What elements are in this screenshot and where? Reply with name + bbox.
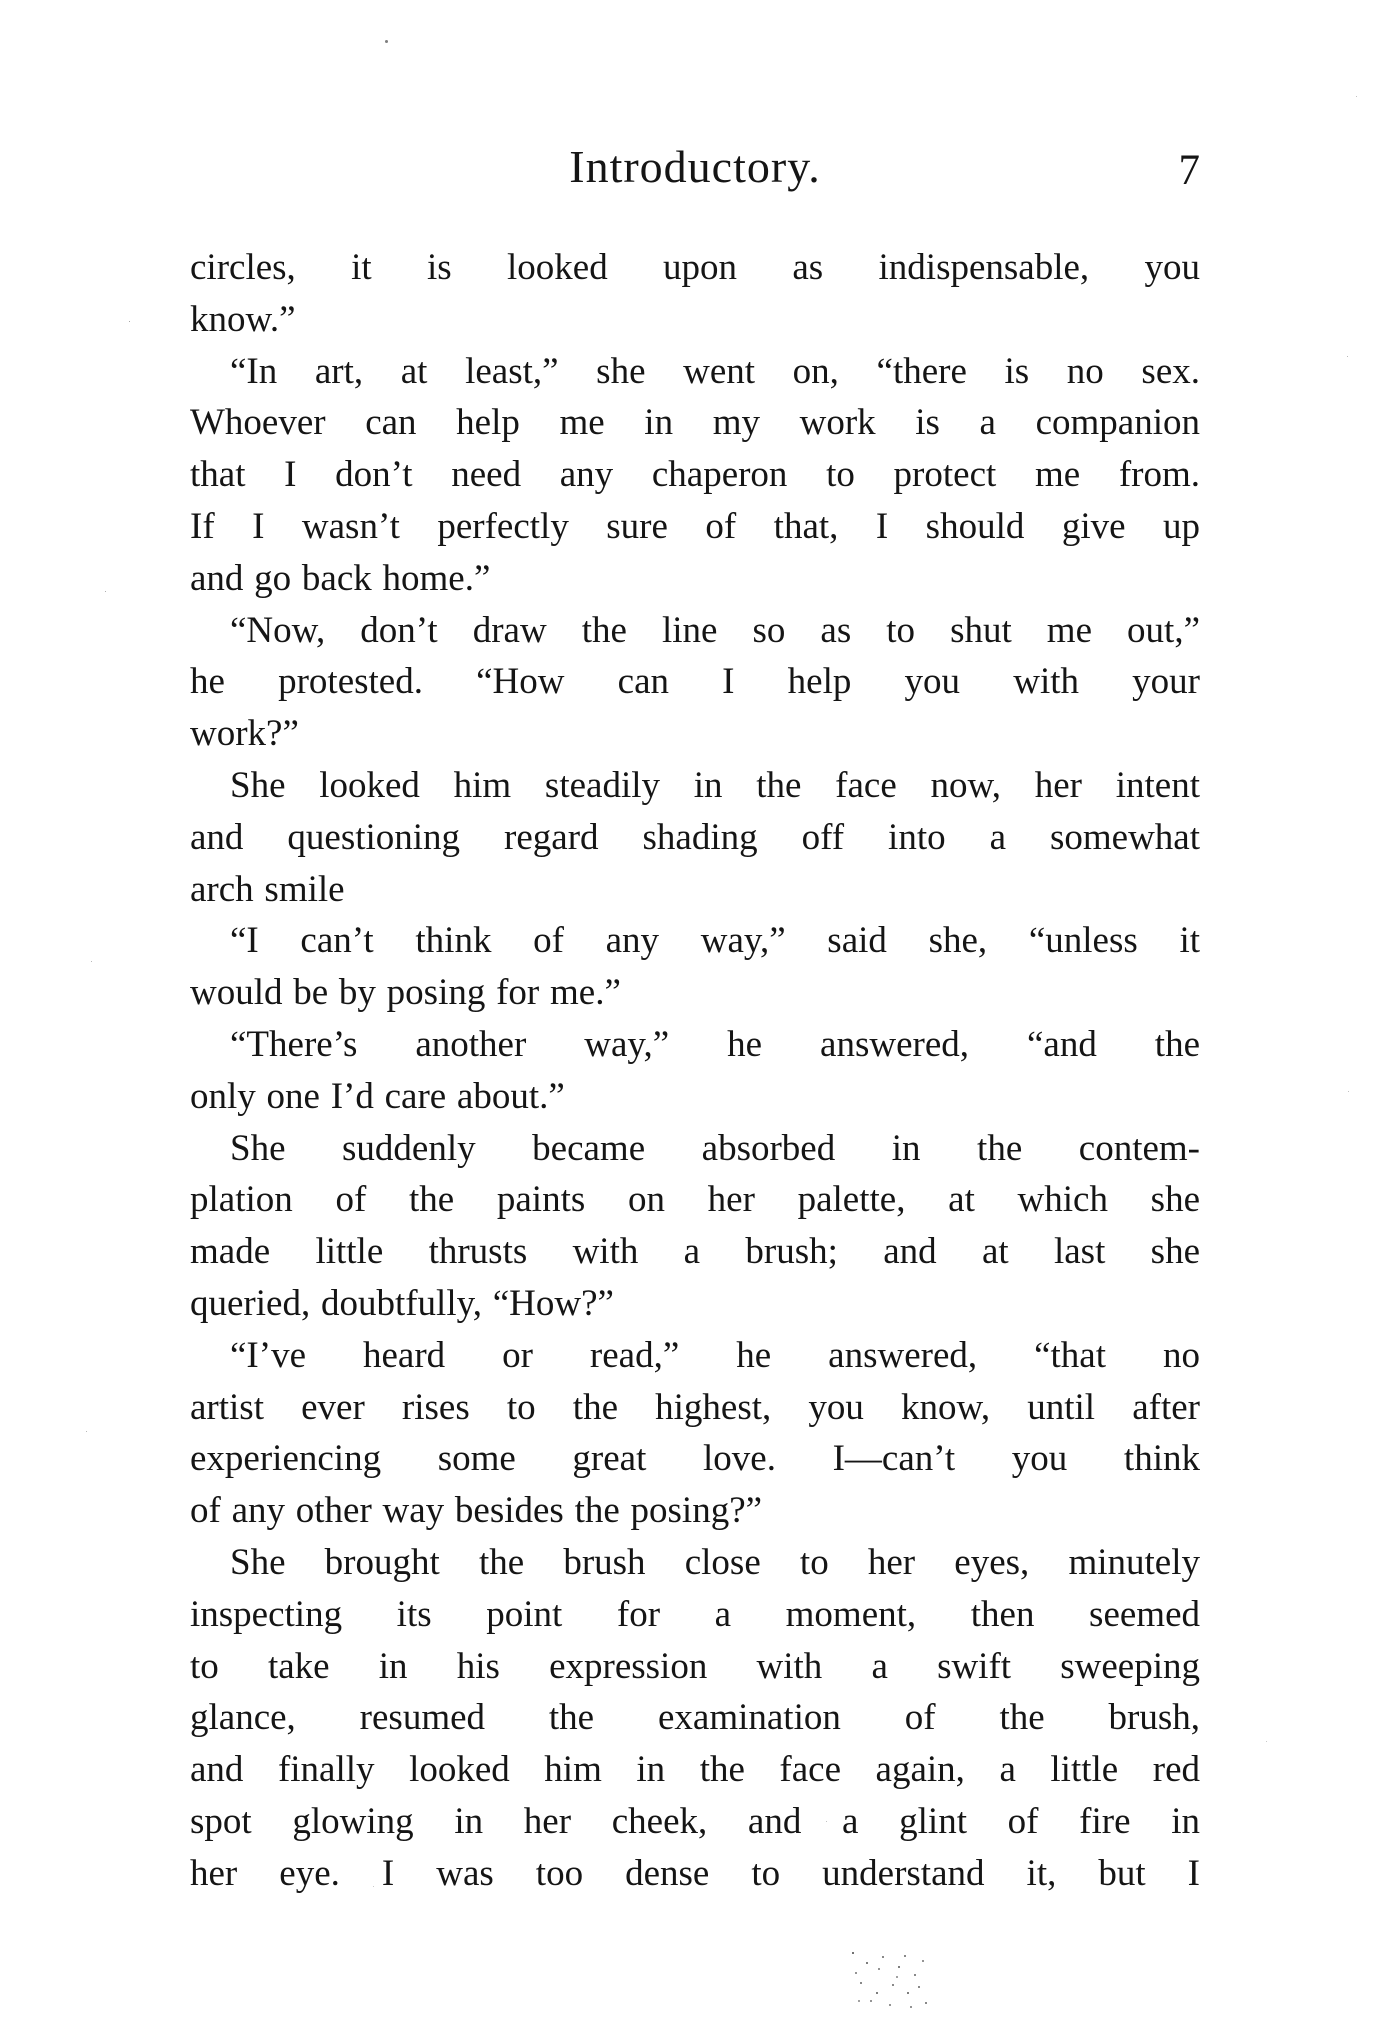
paragraph — [190, 760, 1200, 915]
paragraph — [190, 1537, 1200, 1900]
scan-speck-dots — [385, 40, 388, 43]
paragraph — [190, 915, 1200, 1019]
text-line: know.” — [190, 298, 296, 340]
paragraph — [190, 242, 1200, 346]
paragraph — [190, 605, 1200, 760]
text-line: and go back home.” — [190, 557, 491, 599]
text-line: he protested. “How can I help you with your — [190, 661, 1200, 703]
text-line: that I don’t need any chaperon to protect me from. — [190, 454, 1200, 496]
text-line: and questioning regard shading off into a somewhat — [190, 816, 1200, 858]
text-line: artist ever rises to the highest, you know, until after — [190, 1386, 1200, 1428]
text-line: only one I’d care about.” — [190, 1075, 565, 1117]
text-line: “I can’t think of any way,” said she, “unless it — [230, 920, 1200, 962]
text-line: queried, doubtfully, “How?” — [190, 1282, 614, 1324]
paragraph — [190, 1123, 1200, 1330]
text-line: her eye. I was too dense to understand it, but I — [190, 1852, 1200, 1894]
text-line: “There’s another way,” he answered, “and the — [230, 1023, 1200, 1065]
text-line: and finally looked him in the face again, a little red — [190, 1749, 1200, 1791]
page-number: 7 — [1178, 147, 1200, 194]
page-header — [190, 140, 1200, 220]
page-body — [190, 242, 1200, 1900]
text-line: “I’ve heard or read,” he answered, “that no — [230, 1334, 1200, 1376]
text-line: plation of the paints on her palette, at which she — [190, 1179, 1200, 1221]
text-line: arch smile — [190, 868, 345, 910]
text-line: made little thrusts with a brush; and at last she — [190, 1231, 1200, 1273]
text-line: She suddenly became absorbed in the contem- — [230, 1127, 1200, 1169]
paragraph — [190, 1330, 1200, 1537]
scan-smudge-cluster — [852, 1952, 854, 1954]
text-line: “Now, don’t draw the line so as to shut me out,” — [230, 609, 1200, 651]
text-line: experiencing some great love. I—can’t you think — [190, 1438, 1200, 1480]
text-line: “In art, at least,” she went on, “there is no sex. — [230, 350, 1200, 392]
text-line: Whoever can help me in my work is a companion — [190, 402, 1200, 444]
text-line: spot glowing in her cheek, and a glint of fire in — [190, 1800, 1200, 1842]
text-line: of any other way besides the posing?” — [190, 1490, 763, 1532]
text-line: work?” — [190, 713, 299, 755]
text-line: She looked him steadily in the face now, her intent — [230, 764, 1200, 806]
text-line: circles, it is looked upon as indispensable, you — [190, 247, 1200, 288]
text-line: If I wasn’t perfectly sure of that, I should give up — [190, 505, 1200, 547]
paragraph — [190, 1019, 1200, 1123]
text-line: would be by posing for me.” — [190, 972, 621, 1014]
text-line: inspecting its point for a moment, then seemed — [190, 1593, 1200, 1635]
paragraph — [190, 346, 1200, 605]
chapter-title: Introductory. — [569, 141, 821, 192]
text-line: to take in his expression with a swift sweeping — [190, 1645, 1200, 1687]
text-line: glance, resumed the examination of the brush, — [190, 1697, 1200, 1739]
text-line: She brought the brush close to her eyes, minutely — [230, 1541, 1200, 1583]
